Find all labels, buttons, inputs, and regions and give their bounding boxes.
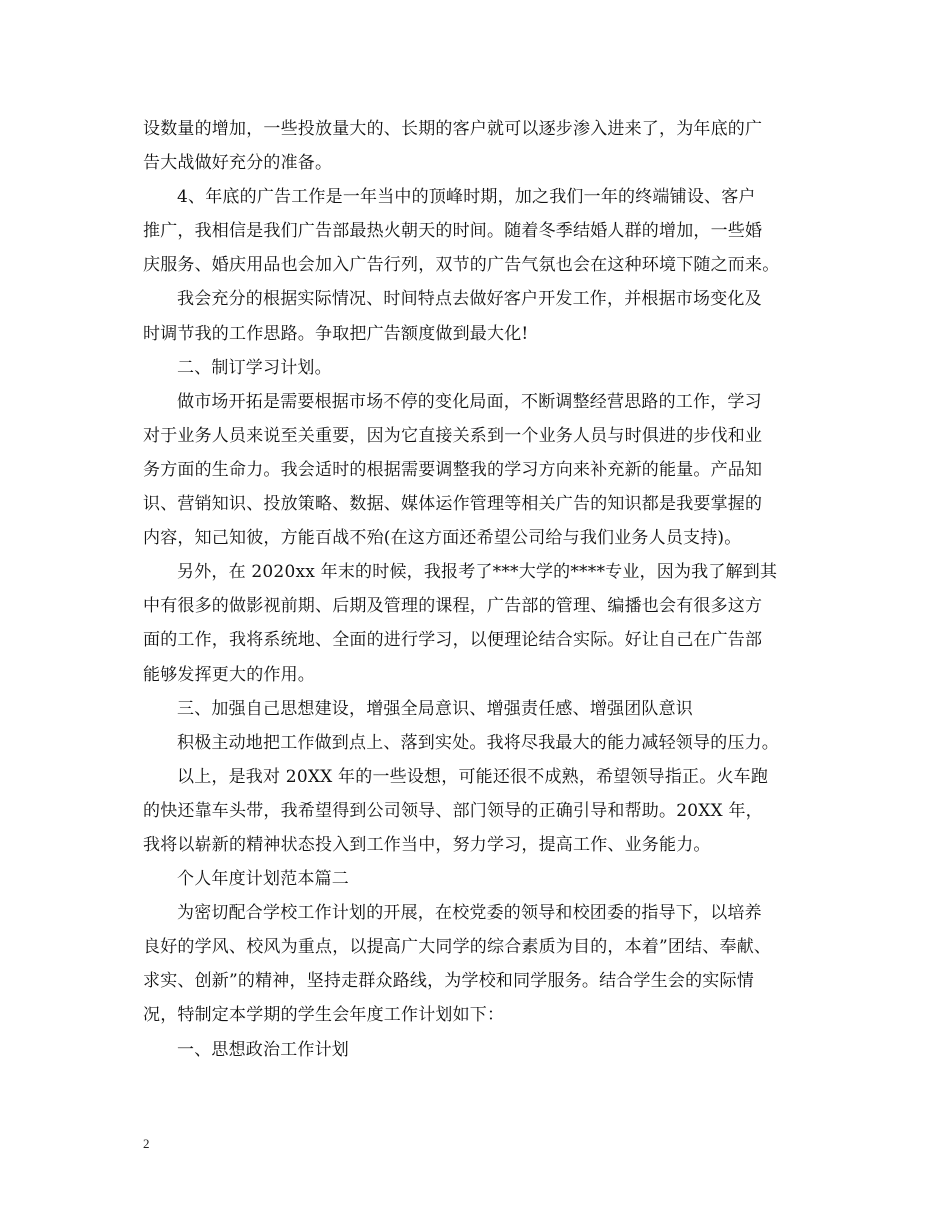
text-line: 时调节我的工作思路。争取把广告额度做到最大化! <box>143 323 529 344</box>
text-line: 面的工作，我将系统地、全面的进行学习，以便理论结合实际。好让自己在广告部 <box>143 630 763 651</box>
text-line: 我将以崭新的精神状态投入到工作当中，努力学习，提高工作、业务能力。 <box>143 834 711 855</box>
text-line: 对于业务人员来说至关重要，因为它直接关系到一个业务人员与时俱进的步伐和业 <box>143 425 763 446</box>
text-line: 做市场开拓是需要根据市场不停的变化局面，不断调整经营思路的工作，学习 <box>177 391 762 412</box>
text-line: 求实、创新”的精神，坚持走群众路线，为学校和同学服务。结合学生会的实际情 <box>143 971 754 992</box>
text-line: 能够发挥更大的作用。 <box>143 664 315 685</box>
text-line: 三、加强自己思想建设，增强全局意识、增强责任感、增强团队意识 <box>177 698 693 719</box>
text-line: 推广，我相信是我们广告部最热火朝天的时间。随着冬季结婚人群的增加，一些婚 <box>143 221 763 242</box>
text-line: 良好的学风、校风为重点，以提高广大同学的综合素质为目的，本着”团结、奉献、 <box>143 937 772 958</box>
text-line: 况，特制定本学期的学生会年度工作计划如下： <box>143 1005 505 1026</box>
text-line: 另外，在 2020xx 年末的时候，我报考了***大学的****专业，因为我了解到其 <box>177 562 778 583</box>
text-line: 识、营销知识、投放策略、数据、媒体运作管理等相关广告的知识都是我要掌握的 <box>143 494 763 515</box>
text-line: 的快还靠车头带，我希望得到公司领导、部门领导的正确引导和帮助。20XX 年， <box>143 800 763 821</box>
text-line: 积极主动地把工作做到点上、落到实处。我将尽我最大的能力减轻领导的压力。 <box>177 732 779 753</box>
text-line: 我会充分的根据实际情况、时间特点去做好客户开发工作，并根据市场变化及 <box>177 289 762 310</box>
text-line: 以上，是我对 20XX 年的一些设想，可能还很不成熟，希望领导指正。火车跑 <box>177 766 769 787</box>
text-line: 庆服务、婚庆用品也会加入广告行列，双节的广告气氛也会在这种环境下随之而来。 <box>143 255 780 276</box>
text-line: 设数量的增加，一些投放量大的、长期的客户就可以逐步渗入进来了，为年底的广 <box>143 119 763 139</box>
text-line: 务方面的生命力。我会适时的根据需要调整我的学习方向来补充新的能量。产品知 <box>143 459 763 480</box>
text-line: 内容，知己知彼，方能百战不殆(在这方面还希望公司给与我们业务人员支持)。 <box>143 528 742 549</box>
text-line: 二、制订学习计划。 <box>177 357 332 378</box>
text-line: 告大战做好充分的准备。 <box>143 153 333 174</box>
text-line: 4、年底的广告工作是一年当中的顶峰时期，加之我们一年的终端铺设、客户 <box>177 187 756 208</box>
text-line: 中有很多的做影视前期、后期及管理的课程，广告部的管理、编播也会有很多这方 <box>143 596 763 617</box>
document-body <box>143 112 813 1067</box>
text-line: 个人年度计划范本篇二 <box>177 869 349 890</box>
text-line: 为密切配合学校工作计划的开展，在校党委的领导和校团委的指导下，以培养 <box>177 903 762 924</box>
page-number: 2 <box>143 1136 150 1151</box>
text-line: 一、思想政治工作计划 <box>177 1039 349 1060</box>
